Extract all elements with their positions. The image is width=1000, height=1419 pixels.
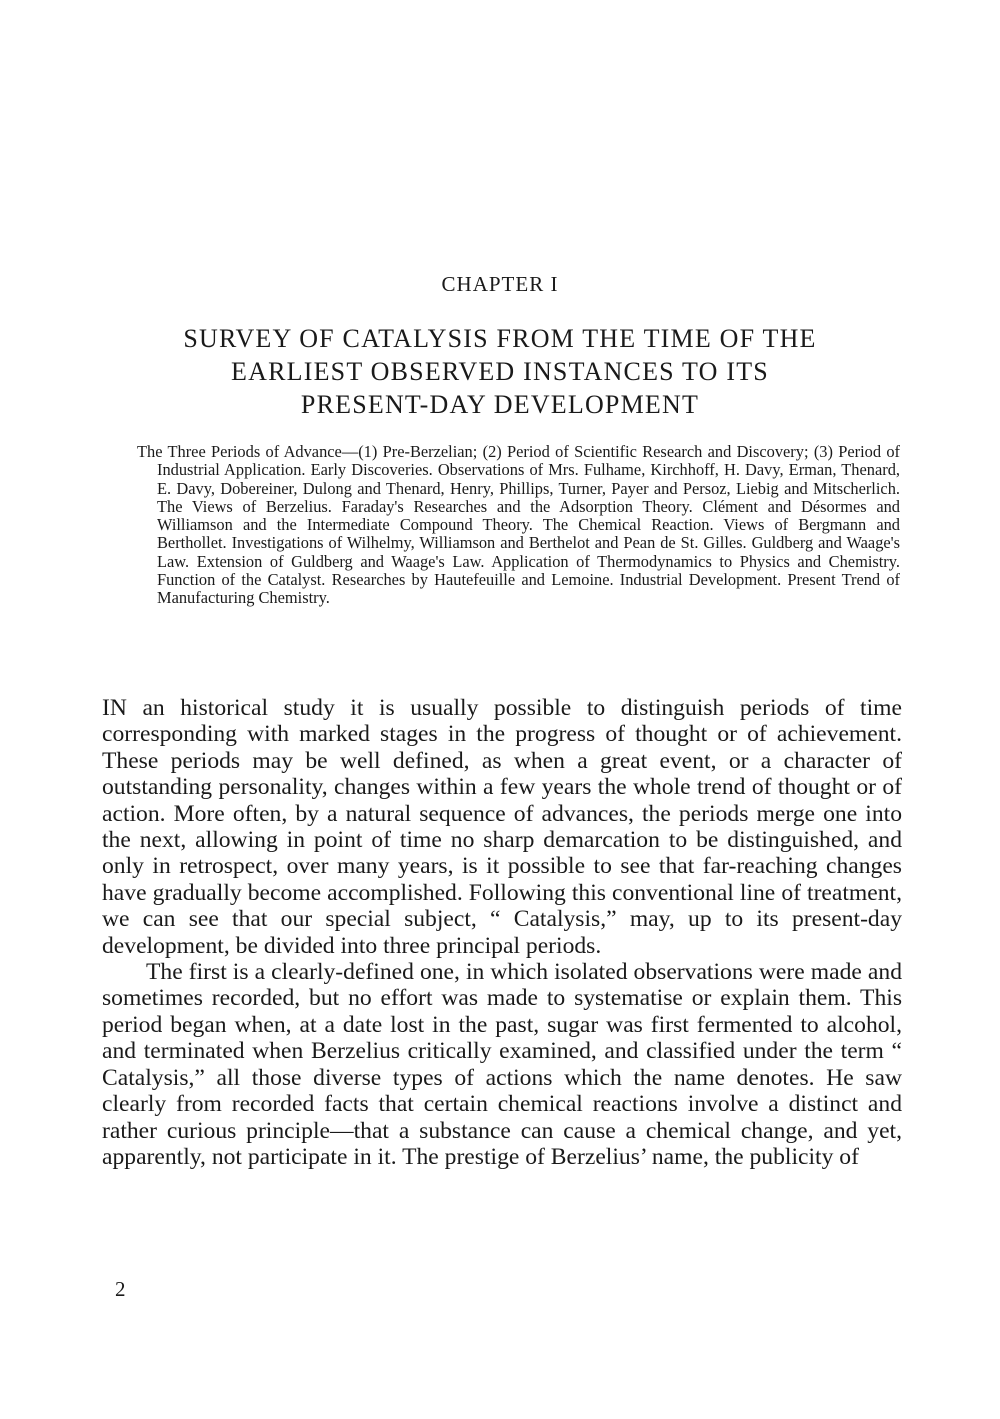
chapter-title-line: SURVEY OF CATALYSIS FROM THE TIME OF THE <box>183 324 817 353</box>
chapter-title-line: EARLIEST OBSERVED INSTANCES TO ITS <box>231 357 769 386</box>
body-text <box>102 695 902 1170</box>
page-number: 2 <box>115 1277 126 1301</box>
body-paragraph: IN an historical study it is usually possible to distinguish periods of time corresponding with marked stages in the progress of thought or of achievement. These periods may be well defined, as when a great event, or a character of outstanding personality, changes within a few years the whole trend of thought or of action. More often, by a natural sequence of advances, the periods merge one into the next, allowing in point of time no sharp demarcation to be distinguished, and only in retrospect, over many years, is it possible to see that far-reaching changes have gradually become accomplished. Following this conventional line of treatment, we can see that our special subject, “ Catalysis,” may, up to its present-day development, be divided into three principal periods. <box>102 695 902 959</box>
chapter-title <box>100 322 900 421</box>
body-paragraph: The first is a clearly-defined one, in which isolated observations were made and sometimes recorded, but no effort was made to systematise or explain them. This period began when, at a date lost in the past, sugar was first fermented to alcohol, and terminated when Berzelius critically examined, and classified under the term “ Catalysis,” all those diverse types of actions which the name denotes. He saw clearly from recorded facts that certain chemical reactions involve a distinct and rather curious principle—that a substance can cause a chemical change, and yet, apparently, not participate in it. The prestige of Berzelius’ name, the publicity of <box>102 959 902 1170</box>
chapter-title-line: PRESENT-DAY DEVELOPMENT <box>300 390 700 419</box>
chapter-synopsis: The Three Periods of Advance—(1) Pre-Berzelian; (2) Period of Scientific Research and Discovery; (3) Period of Industrial Application. Early Discoveries. Observations of Mrs. Fulhame, Kirchhoff, H. Davy, Erman, Thenard, E. Davy, Dobereiner, Dulong and Thenard, Henry, Phillips, Turner, Payer and Persoz, Liebig and Mitscherlich. The Views of Berzelius. Faraday's Researches and the Adsorption Theory. Clément and Désormes and Williamson and the Intermediate Compound Theory. The Chemical Reaction. Views of Bergmann and Berthollet. Investigations of Wilhelmy, Williamson and Berthelot and Pean de St. Gilles. Guldberg and Waage's Law. Extension of Guldberg and Waage's Law. Application of Thermodynamics to Physics and Chemistry. Function of the Catalyst. Researches by Hautefeuille and Lemoine. Industrial Development. Present Trend of Manufacturing Chemistry. <box>137 442 900 608</box>
chapter-label: CHAPTER I <box>441 272 559 296</box>
